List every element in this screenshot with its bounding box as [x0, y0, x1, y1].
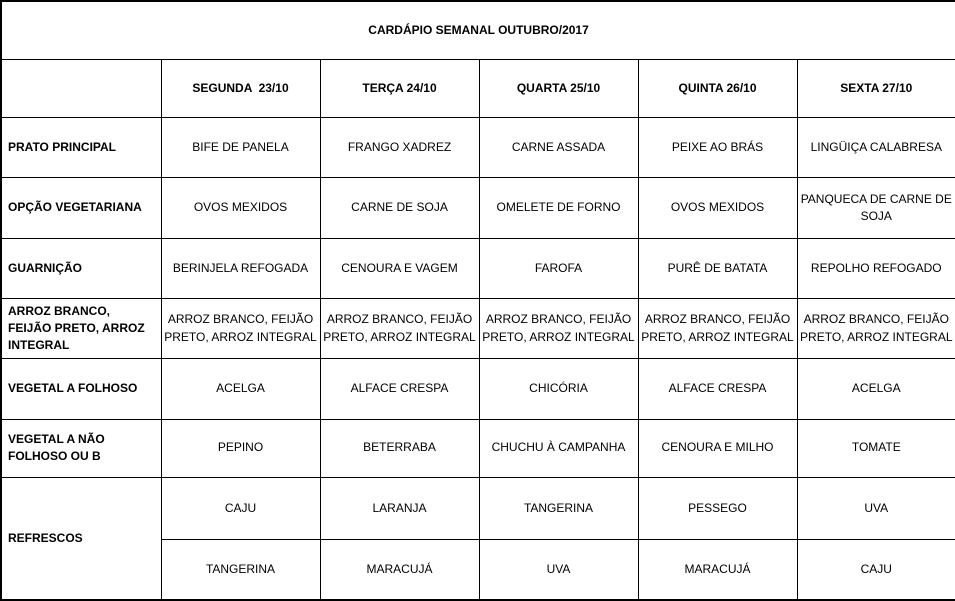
row-label-vegetal-nao-folhoso: VEGETAL A NÃO FOLHOSO OU B: [1, 419, 161, 477]
menu-cell: LINGÜIÇA CALABRESA: [797, 118, 955, 178]
column-header-quinta: QUINTA 26/10: [638, 59, 797, 117]
row-label-opcao-vegetariana: OPÇÃO VEGETARIANA: [1, 178, 161, 238]
table-row-vegetal-folhoso: [1, 359, 955, 419]
column-header-sexta: SEXTA 27/10: [797, 59, 955, 117]
menu-cell: ACELGA: [161, 359, 320, 419]
menu-cell: PESSEGO: [638, 477, 797, 539]
column-header-quarta: QUARTA 25/10: [479, 59, 638, 117]
menu-cell: REPOLHO REFOGADO: [797, 238, 955, 298]
menu-cell: ARROZ BRANCO, FEIJÃO PRETO, ARROZ INTEGRAL: [797, 298, 955, 358]
menu-cell: ACELGA: [797, 359, 955, 419]
menu-cell: CHUCHU À CAMPANHA: [479, 419, 638, 477]
menu-cell: CENOURA E MILHO: [638, 419, 797, 477]
table-row-arroz-feijao: [1, 298, 955, 358]
menu-cell: ALFACE CRESPA: [320, 359, 479, 419]
menu-cell: CAJU: [797, 540, 955, 600]
menu-cell: BETERRABA: [320, 419, 479, 477]
table-row-prato-principal: [1, 118, 955, 178]
row-label-guarnicao: GUARNIÇÃO: [1, 238, 161, 298]
menu-cell: OVOS MEXIDOS: [161, 178, 320, 238]
menu-cell: OMELETE DE FORNO: [479, 178, 638, 238]
table-row-vegetal-nao-folhoso: [1, 419, 955, 477]
menu-cell: BIFE DE PANELA: [161, 118, 320, 178]
menu-cell: TOMATE: [797, 419, 955, 477]
row-label-prato-principal: PRATO PRINCIPAL: [1, 118, 161, 178]
menu-cell: FRANGO XADREZ: [320, 118, 479, 178]
menu-cell: CARNE DE SOJA: [320, 178, 479, 238]
menu-cell: MARACUJÁ: [320, 540, 479, 600]
menu-cell: ARROZ BRANCO, FEIJÃO PRETO, ARROZ INTEGRAL: [320, 298, 479, 358]
header-row: [1, 59, 955, 117]
column-header-segunda: SEGUNDA 23/10: [161, 59, 320, 117]
menu-cell: TANGERINA: [161, 540, 320, 600]
menu-cell: ARROZ BRANCO, FEIJÃO PRETO, ARROZ INTEGRAL: [161, 298, 320, 358]
table-row-guarnicao: [1, 238, 955, 298]
menu-cell: CAJU: [161, 477, 320, 539]
empty-corner-cell: [1, 59, 161, 117]
menu-cell: BERINJELA REFOGADA: [161, 238, 320, 298]
menu-cell: UVA: [797, 477, 955, 539]
page-title: CARDÁPIO SEMANAL OUTUBRO/2017: [1, 1, 955, 59]
menu-cell: OVOS MEXIDOS: [638, 178, 797, 238]
menu-cell: CARNE ASSADA: [479, 118, 638, 178]
menu-cell: LARANJA: [320, 477, 479, 539]
menu-cell: PEIXE AO BRÁS: [638, 118, 797, 178]
menu-cell: MARACUJÁ: [638, 540, 797, 600]
menu-cell: FAROFA: [479, 238, 638, 298]
menu-cell: UVA: [479, 540, 638, 600]
row-label-refrescos: REFRESCOS: [1, 477, 161, 600]
column-header-terca: TERÇA 24/10: [320, 59, 479, 117]
menu-cell: PEPINO: [161, 419, 320, 477]
menu-cell: PURÊ DE BATATA: [638, 238, 797, 298]
menu-cell: ARROZ BRANCO, FEIJÃO PRETO, ARROZ INTEGRAL: [479, 298, 638, 358]
table-row-opcao-vegetariana: [1, 178, 955, 238]
row-label-arroz-feijao: ARROZ BRANCO, FEIJÃO PRETO, ARROZ INTEGRAL: [1, 298, 161, 358]
menu-cell: ARROZ BRANCO, FEIJÃO PRETO, ARROZ INTEGRAL: [638, 298, 797, 358]
menu-cell: CHICÓRIA: [479, 359, 638, 419]
row-label-vegetal-folhoso: VEGETAL A FOLHOSO: [1, 359, 161, 419]
title-row: [1, 1, 955, 59]
menu-cell: ALFACE CRESPA: [638, 359, 797, 419]
table-row-refrescos-1: [1, 477, 955, 539]
menu-cell: PANQUECA DE CARNE DE SOJA: [797, 178, 955, 238]
menu-cell: CENOURA E VAGEM: [320, 238, 479, 298]
menu-cell: TANGERINA: [479, 477, 638, 539]
